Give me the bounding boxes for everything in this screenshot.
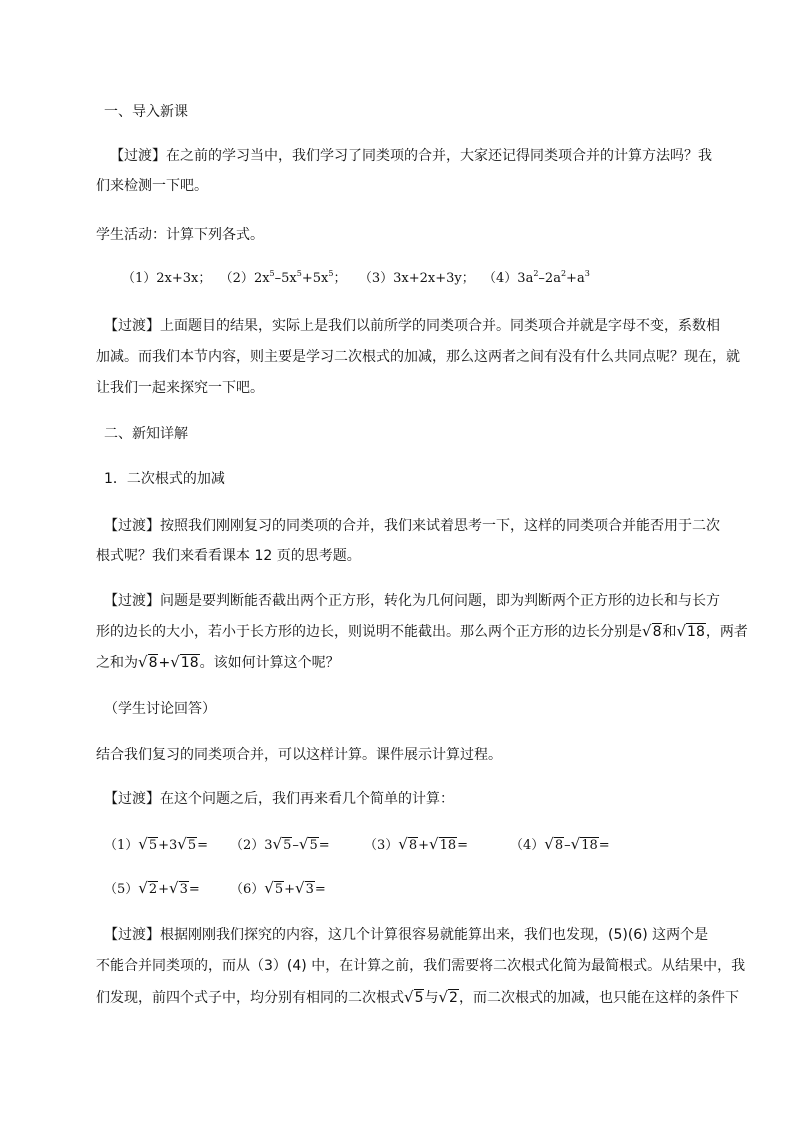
paragraph-transition-6 — [104, 925, 708, 945]
paragraph-transition-5 — [104, 789, 454, 809]
paragraph-line: 们来检测一下吧。 — [96, 178, 208, 194]
paragraph-line: 加减。而我们本节内容，则主要是学习二次根式的加减，那么这两者之间有没有什么共同点呢？现在，就 — [96, 349, 740, 365]
paragraph-line: 之和为√8+√18。该如何计算这个呢？ — [96, 653, 340, 671]
transition-tag: 【过渡】 — [104, 518, 160, 534]
paragraph-text: 按照我们刚刚复习的同类项的合并，我们来试着思考一下，这样的同类项合并能否用于二次 — [160, 518, 720, 534]
exercise-3: （3）3x+2x+3y； — [358, 271, 475, 286]
paragraph-text: 问题是要判断能否截出两个正方形，转化为几何问题，即为判断两个正方形的边长和与长方 — [160, 593, 720, 609]
section-heading-intro: 一、导入新课 — [104, 104, 188, 120]
sqrt-8: √8 — [138, 653, 158, 671]
paragraph-line: 根式呢？我们来看看课本 12 页的思考题。 — [96, 548, 361, 564]
student-activity: 学生活动：计算下列各式。 — [96, 227, 264, 243]
sqrt-5: √5 — [404, 988, 424, 1006]
paragraph-transition-1 — [110, 146, 712, 166]
sqrt-2: √2 — [438, 988, 458, 1006]
transition-tag: 【过渡】 — [104, 593, 160, 609]
calc-3: （3）√8+√18= — [364, 835, 469, 853]
calc-2: （2）3√5–√5= — [230, 835, 330, 853]
paragraph-line: 形的边长的大小，若小于长方形的边长，则说明不能截出。那么两个正方形的边长分别是√8和√18，两者 — [96, 622, 748, 640]
calc-4: （4）√8–√18= — [510, 835, 610, 853]
paragraph-transition-4 — [104, 591, 720, 611]
paragraph-line: 们发现，前四个式子中，均分别有相同的二次根式√5与√2，而二次根式的加减，也只能在这样的条件下 — [96, 988, 739, 1006]
paragraph-line: 让我们一起来探究一下吧。 — [96, 380, 264, 396]
paragraph-text: 上面题目的结果，实际上是我们以前所学的同类项合并。同类项合并就是字母不变，系数相 — [160, 318, 720, 334]
combine-note: 结合我们复习的同类项合并，可以这样计算。课件展示计算过程。 — [96, 747, 502, 763]
exercise-4: $(4)3a^2-2a^2+a^3$ — [483, 269, 590, 286]
calc-6: （6）√5+√3= — [230, 879, 326, 897]
sqrt-18: √18 — [676, 622, 705, 640]
paragraph-text: 在这个问题之后，我们再来看几个简单的计算： — [160, 791, 454, 807]
paragraph-text: 在之前的学习当中，我们学习了同类项的合并，大家还记得同类项合并的计算方法吗？我 — [166, 148, 712, 164]
calc-5: （5）√2+√3= — [104, 879, 200, 897]
paragraph-transition-3 — [104, 516, 720, 536]
transition-tag: 【过渡】 — [104, 927, 160, 943]
exercise-2: $(2)2x^5-5x^5+5x^5$； — [219, 269, 347, 286]
exercise-1: （1）2x+3x； — [122, 271, 212, 286]
subheading-radical-addition: 1．二次根式的加减 — [104, 471, 225, 487]
sqrt-18: √18 — [170, 653, 199, 671]
student-discussion: （学生讨论回答） — [104, 701, 216, 717]
transition-tag: 【过渡】 — [104, 791, 160, 807]
calc-1: （1）√5+3√5= — [104, 835, 209, 853]
sqrt-8: √8 — [642, 622, 662, 640]
paragraph-transition-2 — [104, 316, 720, 336]
transition-tag: 【过渡】 — [104, 318, 160, 334]
exercise-list — [122, 269, 590, 289]
paragraph-text: 根据刚刚我们探究的内容，这几个计算很容易就能算出来，我们也发现，(5)(6) 这两个是 — [160, 927, 709, 943]
section-heading-new-knowledge: 二、新知详解 — [104, 426, 188, 442]
paragraph-line: 不能合并同类项的，而从（3）(4) 中，在计算之前，我们需要将二次根式化简为最简根式。从结果中，我 — [96, 958, 746, 974]
transition-tag: 【过渡】 — [110, 148, 166, 164]
